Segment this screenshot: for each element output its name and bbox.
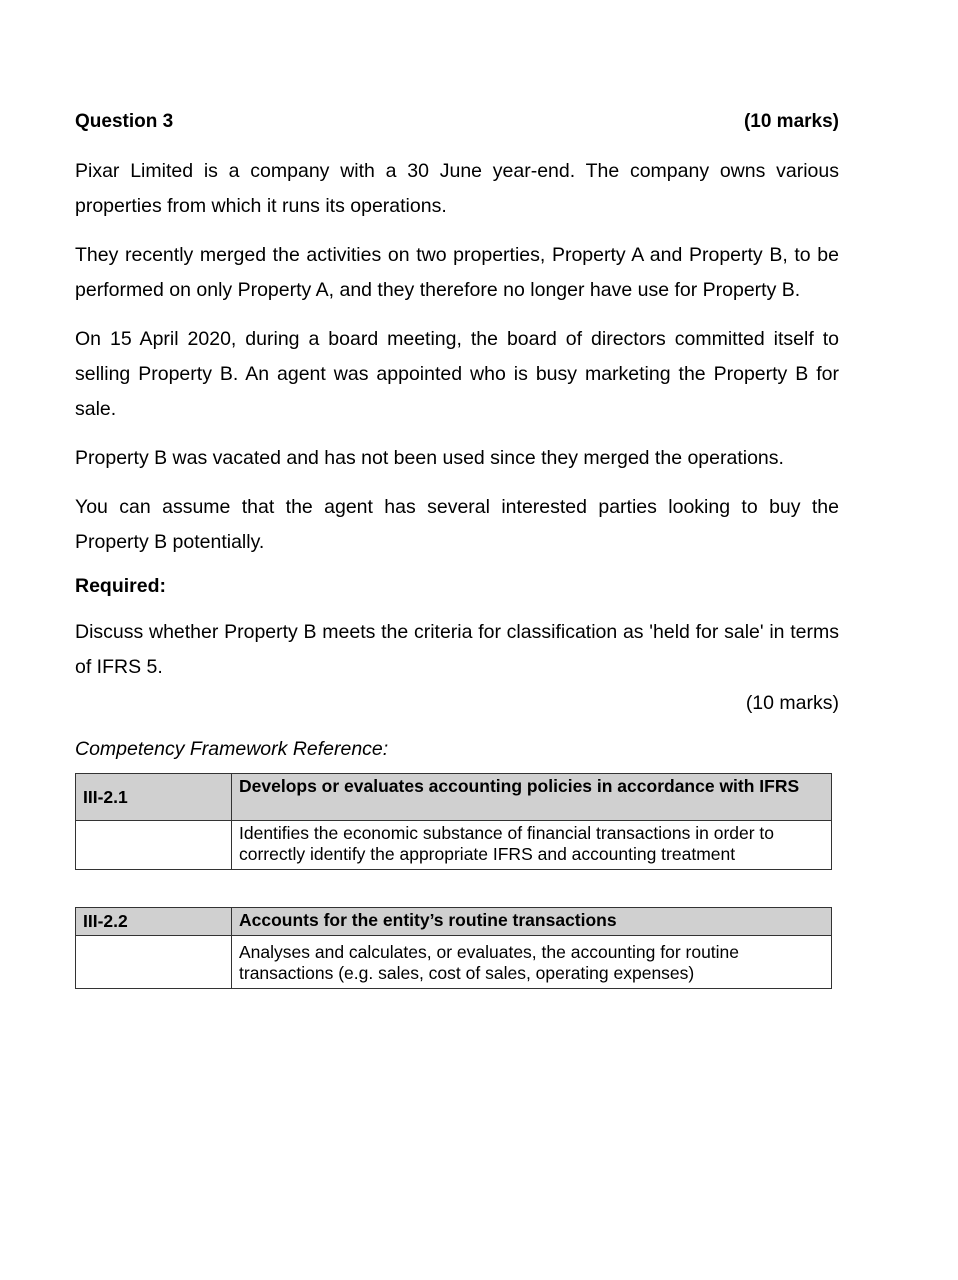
question-title: Question 3 (75, 111, 174, 132)
required-heading: Required: (75, 575, 167, 597)
paragraph-interested-parties: You can assume that the agent has several interested parties looking to buy the Property B potentially. (75, 496, 839, 553)
required-text: Discuss whether Property B meets the criteria for classification as 'held for sale' in terms of IFRS 5. (75, 621, 839, 678)
paragraph-intro: Pixar Limited is a company with a 30 June year-end. The company owns various properties from which it runs its operations. (75, 160, 839, 217)
table-row (76, 908, 832, 936)
paragraph-vacated: Property B was vacated and has not been used since they merged the operations. (75, 447, 784, 469)
document-page (75, 108, 839, 989)
competency-description: Analyses and calculates, or evaluates, the accounting for routine transactions (e.g. sales, cost of sales, operating expenses) (232, 936, 832, 989)
competency-table-2 (75, 907, 832, 989)
table-row (76, 821, 832, 870)
competency-title: Develops or evaluates accounting policies in accordance with IFRS (232, 774, 832, 821)
competency-title: Accounts for the entity’s routine transactions (232, 908, 832, 936)
required-marks: (10 marks) (745, 692, 839, 714)
competency-code: III-2.2 (76, 908, 232, 936)
question-header (75, 108, 839, 136)
question-marks: (10 marks) (743, 111, 839, 132)
empty-cell (76, 936, 232, 989)
competency-code: III-2.1 (76, 774, 232, 821)
paragraph-merge: They recently merged the activities on two properties, Property A and Property B, to be performed on only Property A, and they therefore no longer have use for Property B. (75, 244, 839, 301)
table-row (76, 936, 832, 989)
table-row (76, 774, 832, 821)
paragraph-board-meeting: On 15 April 2020, during a board meeting, the board of directors committed itself to selling Property B. An agent was appointed who is busy marketing the Property B for sale. (75, 328, 839, 420)
competency-heading: Competency Framework Reference: (75, 738, 389, 760)
empty-cell (76, 821, 232, 870)
competency-table-1 (75, 773, 832, 870)
competency-description: Identifies the economic substance of financial transactions in order to correctly identify the appropriate IFRS and accounting treatment (232, 821, 832, 870)
